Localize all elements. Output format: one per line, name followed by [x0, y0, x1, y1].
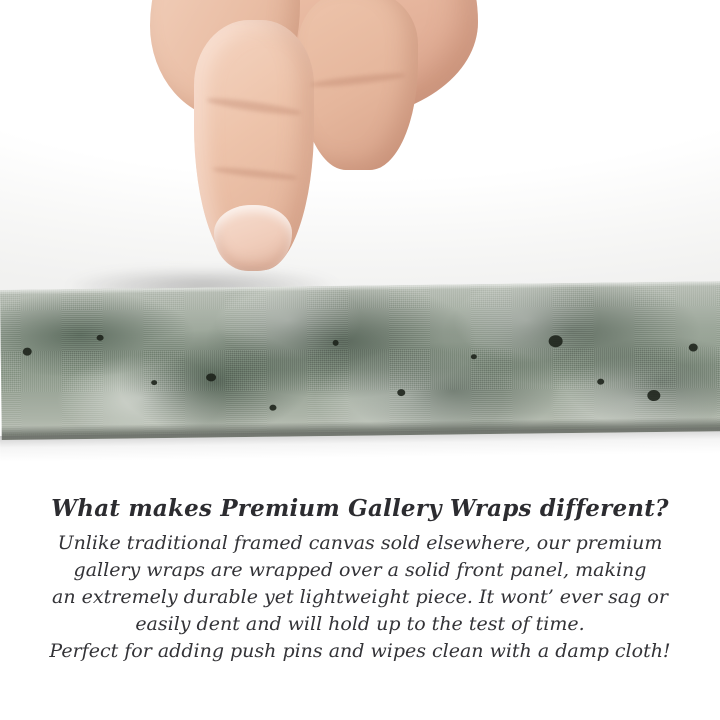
copy-body-line: gallery wraps are wrapped over a solid front panel, making	[73, 558, 647, 581]
canvas-speck	[151, 380, 157, 385]
gallery-wrap-canvas-edge	[0, 281, 720, 440]
fingernail-shape	[214, 205, 292, 271]
copy-body-line: an extremely durable yet lightweight piece. It wont’ ever sag or	[52, 585, 668, 608]
canvas-speck	[23, 348, 32, 356]
hand-illustration	[148, 0, 478, 300]
canvas-speck	[597, 379, 604, 385]
canvas-speck	[647, 390, 660, 401]
canvas-weave-texture	[0, 281, 720, 440]
copy-body	[0, 530, 720, 665]
marketing-copy	[0, 495, 720, 665]
canvas-speck	[269, 405, 276, 411]
canvas-speck	[471, 354, 477, 359]
copy-body-line: Perfect for adding push pins and wipes clean with a damp cloth!	[49, 639, 671, 662]
copy-body-line: easily dent and will hold up to the test of time.	[135, 612, 585, 635]
canvas-speck	[206, 373, 216, 381]
canvas-speck	[333, 340, 339, 346]
copy-body-line: Unlike traditional framed canvas sold elsewhere, our premium	[57, 532, 663, 554]
canvas-speck	[397, 389, 405, 396]
copy-heading: What makes Premium Gallery Wraps different?	[51, 495, 669, 522]
canvas-speck	[97, 335, 104, 341]
canvas-speck	[689, 343, 698, 351]
